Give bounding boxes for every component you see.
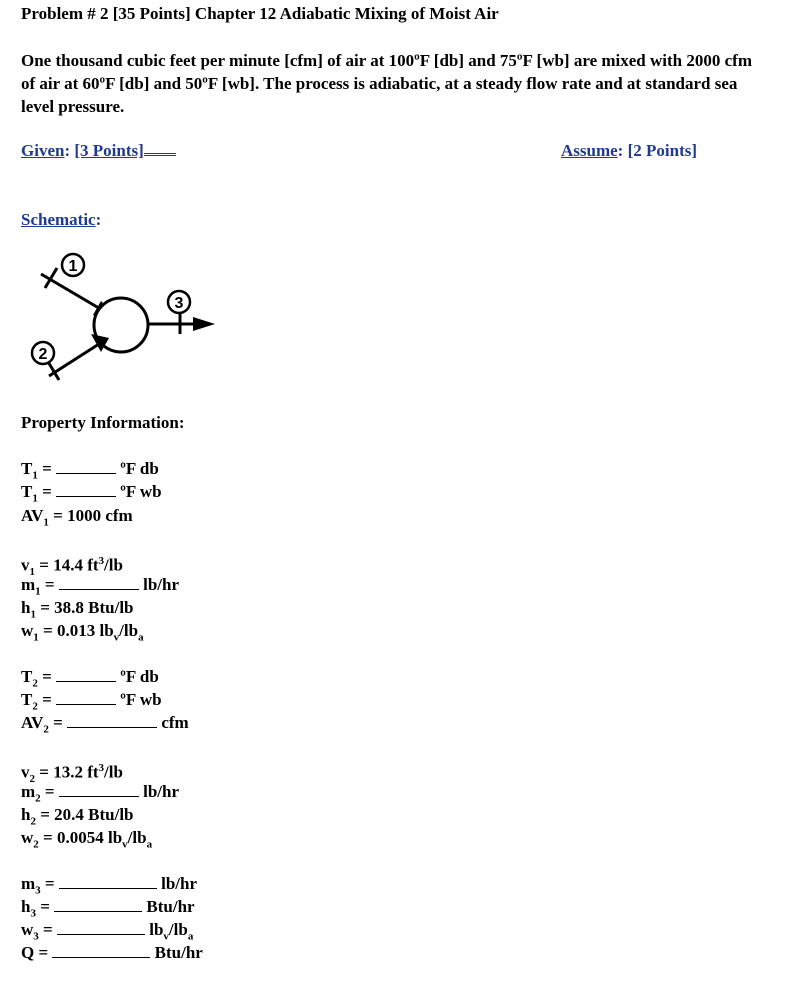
- given-label: Given: [21, 141, 65, 160]
- t1-db-unit: ºF db: [120, 459, 159, 478]
- t1-wb-unit: ºF wb: [120, 482, 162, 501]
- given-points-text: [3 Points]: [74, 141, 144, 160]
- q-unit: Btu/hr: [154, 943, 203, 962]
- state-1-label: 1: [68, 258, 78, 275]
- m2-blank: [59, 781, 139, 797]
- assume-heading: Assume: [2 Points]: [561, 141, 698, 160]
- property-information-heading: Property Information:: [21, 413, 185, 432]
- v1-value: 14.4 ft: [53, 555, 99, 575]
- v2-row: $v_2 = 13.2$ $ft^3/lb$: [21, 762, 123, 786]
- t1-db-blank: [56, 458, 116, 474]
- av1-row: $AV_1 = 1000$ cfm: [21, 506, 133, 529]
- w3-blank: [57, 919, 145, 935]
- q-blank: [52, 942, 150, 958]
- v2-value: 13.2 ft: [53, 762, 99, 782]
- h2-value: 20.4 Btu/lb: [54, 805, 134, 824]
- t1-db-row: $T_1$ = ºF db: [21, 459, 159, 482]
- w2-row: $w_2 = 0.0054$ $lb_v/lb_a$: [21, 828, 153, 851]
- q-row: Q = Btu/hr: [21, 943, 203, 962]
- av2-blank: [67, 712, 157, 728]
- av2-row: $AV_2$ = cfm: [21, 713, 189, 736]
- assume-label: Assume: [561, 141, 618, 160]
- h1-value: 38.8 Btu/lb: [54, 598, 134, 617]
- w3-unit: lb: [149, 920, 164, 939]
- assume-points: [2 Points]: [627, 141, 698, 160]
- av1-value: 1000 cfm: [67, 506, 133, 525]
- schematic-heading: Schematic:: [21, 210, 102, 229]
- t1-wb-blank: [56, 481, 116, 497]
- given-underline: [144, 141, 176, 156]
- given-heading: Given: [3 Points]: [21, 141, 176, 161]
- stream-3-arrowhead: [193, 317, 215, 331]
- t2-db-row: $T_2$ = ºF db: [21, 667, 159, 690]
- t2-wb-blank: [56, 689, 116, 705]
- m3-blank: [59, 873, 157, 889]
- given-points: [74, 141, 143, 160]
- v1-row: $v_1 = 14.4$ $ft^3/lb$: [21, 555, 123, 579]
- v1-unit: /lb: [104, 555, 123, 575]
- mixing-schematic: [25, 248, 225, 388]
- state-2-label: 2: [38, 346, 48, 363]
- m1-unit: lb/hr: [143, 575, 180, 594]
- w1-value: 0.013 lb: [56, 621, 114, 640]
- state-3-label: 3: [174, 295, 184, 312]
- t1-wb-row: $T_1$ = ºF wb: [21, 482, 162, 505]
- t2-db-blank: [56, 666, 116, 682]
- h3-blank: [54, 896, 142, 912]
- m3-row: $m_3 = lb/hr$: [21, 874, 198, 897]
- t2-wb-unit: ºF wb: [120, 690, 162, 709]
- schematic-label: Schematic: [21, 210, 96, 229]
- t2-db-unit: ºF db: [120, 667, 159, 686]
- w1-row: $w_1 = 0.013$ $lb_v/lb_a$: [21, 621, 144, 644]
- m2-row: $m_2 = lb/hr$: [21, 782, 180, 805]
- m1-row: $m_1 = lb/hr$: [21, 575, 180, 598]
- h3-row: $h_3 = Btu/hr$: [21, 897, 195, 920]
- v2-unit: /lb: [104, 762, 123, 782]
- m2-unit: lb/hr: [143, 782, 180, 801]
- m1-blank: [59, 574, 139, 590]
- t2-wb-row: $T_2$ = ºF wb: [21, 690, 162, 713]
- m3-unit: lb/hr: [161, 874, 198, 893]
- h1-row: $h_1 = 38.8$ Btu/lb: [21, 598, 134, 621]
- problem-title: Problem # 2 [35 Points] Chapter 12 Adiabatic Mixing of Moist Air: [21, 4, 499, 23]
- w3-row: $w_3 = lb_v/lb_a$: [21, 920, 194, 943]
- h2-row: $h_2 = 20.4$ Btu/lb: [21, 805, 134, 828]
- w2-value: 0.0054 lb: [56, 828, 123, 847]
- av2-unit: cfm: [161, 713, 189, 732]
- stream-2-line: [49, 344, 99, 376]
- problem-statement: One thousand cubic feet per minute [cfm] of air at 100ºF [db] and 75ºF [wb] are mixed with 2000 cfm of air at 60ºF [db] and 50ºF [wb]. The process is adiabatic, at a steady flow rate and at standard sea level pressure.: [21, 51, 752, 116]
- h3-unit: Btu/hr: [146, 897, 195, 916]
